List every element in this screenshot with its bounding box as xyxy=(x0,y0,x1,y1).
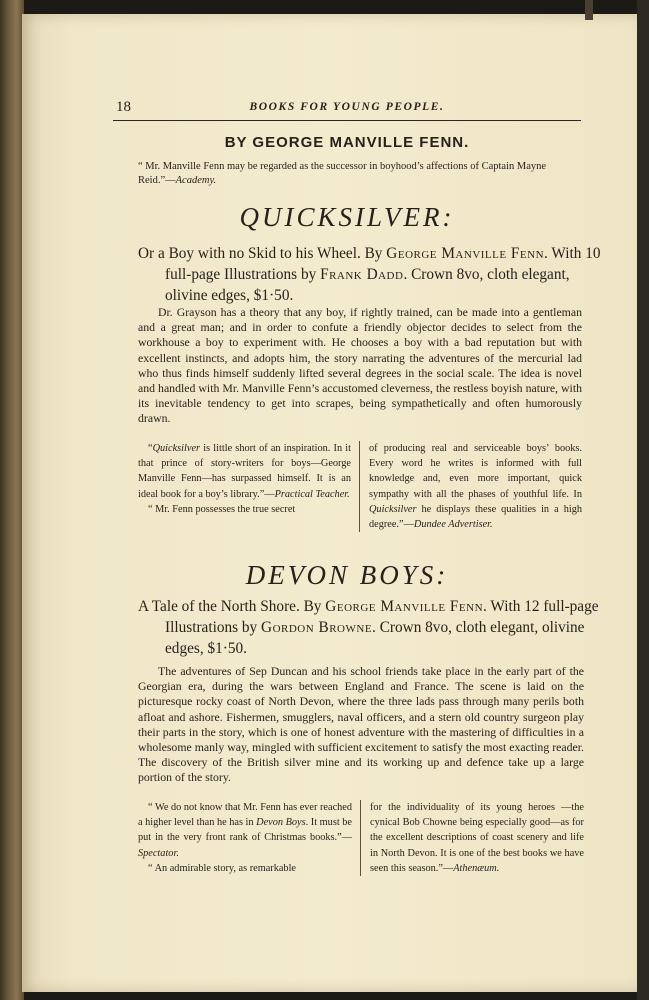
book-spine xyxy=(0,0,24,1000)
illustrator-name: Frank Dadd xyxy=(320,266,404,283)
book-description: The adventures of Sep Duncan and his school friends take place in the early part of the Georgian era, during the wars between England and France. The scene is laid on the picturesque rocky coast of North Devon, where the three lads pass through many perils both afloat and ashore. Fishermen, smugglers, naval officers, and a stern old country surgeon play their parts in the story, which is one of honest adventure with the mastering of difficulties in a wholesome manly way, mingled with sufficient excitement to satisfy the most exacting reader. The discovery of the British silver mine and its working up and defence take up a large portion of the story. xyxy=(138,664,584,785)
page-edge xyxy=(637,0,649,1000)
review-right: for the individuality of its young heroes —the cynical Bob Chowne being especially good—as for the excellent descriptions of coast scenery and life in North Devon. It is one of the best books we have seen this season.”—Athenæum. xyxy=(360,800,584,876)
review-columns xyxy=(138,800,584,876)
page-header xyxy=(113,95,581,117)
book-title: QUICKSILVER: xyxy=(239,202,455,232)
review-source: Practical Teacher. xyxy=(274,488,350,500)
review-source: Spectator. xyxy=(138,847,179,859)
book-description: Dr. Grayson has a theory that any boy, if rightly trained, can be made into a gentleman and a great man; and in order to confute a friendly objector decides to select from the workhouse a boy to experiment with. He chooses a boy with a bad reputation but with excellent instincts, and adopts him, the story narrating the adventures of the mercurial lad who thus finds himself suddenly lifted several degrees in the social scale. The idea is novel and handled with Mr. Manville Fenn’s accustomed cleverness, the restless boyish nature, with its inevitable tendency to get into scrapes, being sympathetically and often humorously drawn. xyxy=(138,305,582,426)
header-rule xyxy=(113,120,581,121)
book-subtitle: Or a Boy with no Skid to his Wheel. By George Manville Fenn. With 10 full-page Illustrations by Frank Dadd. Crown 8vo, cloth elegant, olivine edges, $1·50. xyxy=(138,245,601,304)
review-right: of producing real and serviceable boys’ books. Every word he writes is informed with full knowledge and, even more important, quick sympathy with all the phases of youthful life. In Quicksilver he displays these qualities in a high degree.”—Dundee Advertiser. xyxy=(359,441,582,532)
bookmark-ribbon xyxy=(585,0,593,20)
running-head: BOOKS FOR YOUNG PEOPLE. xyxy=(249,101,445,113)
review-work: Quicksilver xyxy=(152,443,201,454)
book-title: DEVON BOYS: xyxy=(245,560,449,590)
illustrator-name: Gordon Browne xyxy=(261,619,373,636)
author-name: George Manville Fenn xyxy=(386,245,545,262)
epigraph xyxy=(138,160,582,188)
review-left: “ We do not know that Mr. Fenn has ever reached a higher level than he has in Devon Boys. It must be put in the very front rank of Christmas books.”—Spectator. “ An admirable story, as remarkable xyxy=(138,800,360,876)
review-continued: “ Mr. Fenn possesses the true secret xyxy=(148,503,296,515)
page-number: 18 xyxy=(116,99,131,115)
author-name: George Manville Fenn xyxy=(325,598,484,615)
epigraph-source: Academy. xyxy=(175,175,217,186)
review-work: Quicksilver xyxy=(369,503,417,515)
review-work: Devon Boys xyxy=(256,817,306,829)
review-source: Athenæum. xyxy=(453,862,500,874)
author-heading: BY GEORGE MANVILLE FENN. xyxy=(224,134,470,151)
review-left: “Quicksilver is little short of an inspiration. In it that prince of story-writers for boys—George Manville Fenn—has surpassed himself. It is an ideal book for a boy’s library.”—Practical Teacher. “ Mr. Fenn possesses the true secret xyxy=(138,441,359,532)
book-subtitle: A Tale of the North Shore. By George Manville Fenn. With 12 full-page Illustrations by Gordon Browne. Crown 8vo, cloth elegant, olivine edges, $1·50. xyxy=(138,598,599,657)
review-source: Dundee Advertiser. xyxy=(413,519,493,531)
epigraph-quote: “ Mr. Manville Fenn may be regarded as the successor in boyhood’s affections of Captain Mayne Reid.”— xyxy=(138,161,547,186)
review-continued: “ An admirable story, as remarkable xyxy=(148,862,297,874)
review-columns xyxy=(138,441,582,532)
